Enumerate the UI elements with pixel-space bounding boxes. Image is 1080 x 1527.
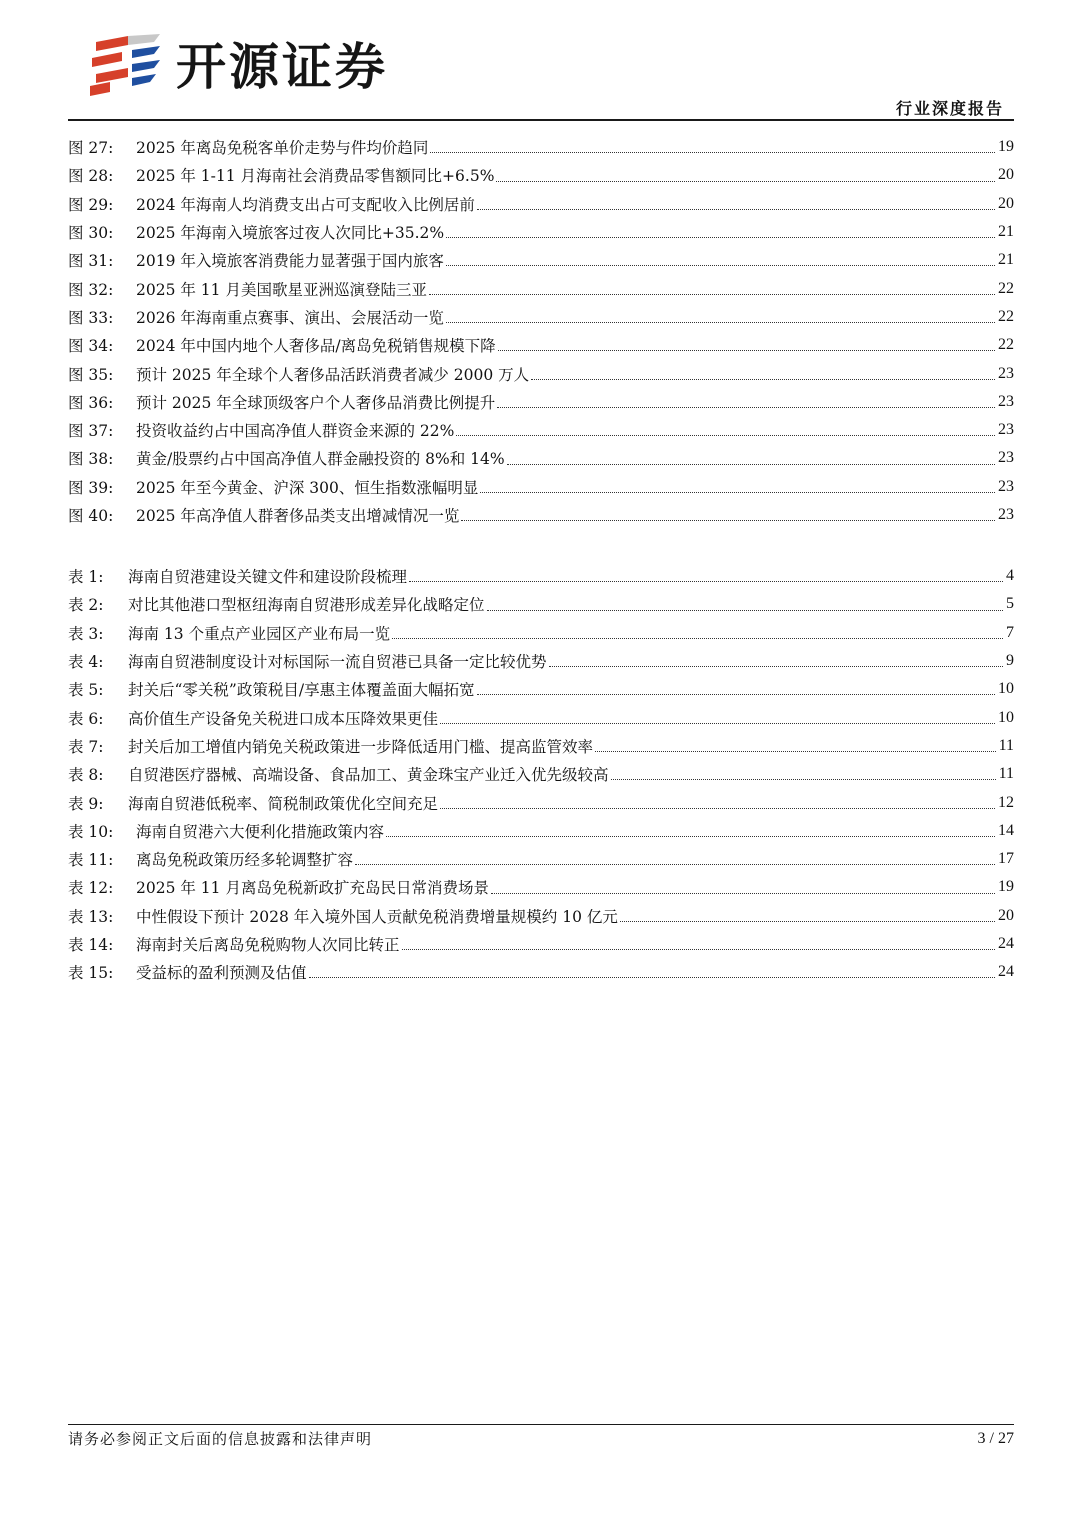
dot-leader: [429, 293, 995, 295]
table-entry-label: 表 12:: [68, 879, 114, 898]
figure-entry[interactable]: [68, 246, 1014, 274]
figure-entry[interactable]: [68, 359, 1014, 387]
table-entry-label: 表 4:: [68, 653, 104, 672]
table-entry[interactable]: [68, 647, 1014, 675]
table-index: [68, 562, 1014, 986]
figure-entry-page[interactable]: 23: [998, 506, 1014, 523]
figure-entry-title[interactable]: 2024 年海南人均消费支出占可支配收入比例居前: [136, 195, 475, 214]
figure-entry-page[interactable]: 22: [998, 307, 1014, 325]
figure-entry-title[interactable]: 2025 年至今黄金、沪深 300、恒生指数涨幅明显: [136, 478, 479, 497]
table-entry[interactable]: [68, 703, 1014, 731]
figure-entry-page[interactable]: 20: [998, 194, 1014, 212]
dot-leader: [507, 463, 995, 465]
table-entry-label: 表 5:: [68, 681, 104, 700]
table-entry-label: 表 9:: [68, 794, 104, 813]
dot-leader: [487, 609, 1003, 611]
table-entry[interactable]: [68, 675, 1014, 703]
table-entry-label: 表 8:: [68, 766, 104, 785]
dot-leader: [498, 349, 995, 351]
table-entry-page[interactable]: 19: [998, 878, 1014, 896]
table-entry-title[interactable]: 海南 13 个重点产业园区产业布局一览: [128, 624, 391, 643]
dot-leader: [491, 892, 995, 894]
dot-leader: [611, 778, 996, 780]
page-number: 3 / 27: [977, 1430, 1014, 1447]
table-entry-page[interactable]: 11: [998, 736, 1014, 754]
dot-leader: [355, 863, 995, 865]
figure-entry[interactable]: [68, 416, 1014, 444]
figure-entry[interactable]: [68, 501, 1014, 529]
dot-leader: [402, 948, 995, 950]
figure-entry[interactable]: [68, 190, 1014, 218]
figure-entry-title[interactable]: 投资收益约占中国高净值人群资金来源的 22%: [136, 422, 455, 441]
table-entry-label: 表 10:: [68, 822, 114, 841]
table-entry[interactable]: [68, 562, 1014, 590]
dot-leader: [446, 236, 995, 238]
table-entry-label: 表 2:: [68, 596, 104, 615]
figure-entry[interactable]: [68, 473, 1014, 501]
figure-entry-label: 图 34:: [68, 337, 114, 356]
figure-entry-label: 图 33:: [68, 308, 114, 327]
table-entry-page[interactable]: 5: [1006, 595, 1014, 613]
table-entry-label: 表 15:: [68, 964, 114, 983]
dot-leader: [461, 519, 995, 521]
dot-leader: [480, 491, 995, 493]
table-entry-label: 表 3:: [68, 624, 104, 643]
kaiyuan-logo-icon: [88, 34, 164, 96]
table-entry-label: 表 6:: [68, 709, 104, 728]
table-entry-title[interactable]: 自贸港医疗器械、高端设备、食品加工、黄金珠宝产业迁入优先级较高: [128, 766, 609, 785]
figure-entry-label: 图 28:: [68, 167, 114, 186]
figure-entry-page[interactable]: 19: [998, 138, 1014, 156]
figure-entry-label: 图 36:: [68, 393, 114, 412]
figure-entry-label: 图 27:: [68, 139, 114, 158]
dot-leader: [446, 264, 995, 266]
table-entry[interactable]: [68, 760, 1014, 788]
figure-entry-title[interactable]: 2026 年海南重点赛事、演出、会展活动一览: [136, 308, 444, 327]
table-entry-title[interactable]: 海南自贸港建设关键文件和建设阶段梳理: [128, 568, 408, 587]
figure-entry-title[interactable]: 2025 年海南入境旅客过夜人次同比+35.2%: [136, 224, 445, 243]
figure-entry-title[interactable]: 黄金/股票约占中国高净值人群金融投资的 8%和 14%: [136, 450, 505, 469]
figure-entry-label: 图 32:: [68, 280, 114, 299]
dot-leader: [430, 151, 995, 153]
table-entry-page[interactable]: 10: [998, 680, 1014, 698]
table-entry-page[interactable]: 9: [1006, 652, 1014, 670]
table-entry-page[interactable]: 24: [998, 963, 1014, 981]
table-entry[interactable]: [68, 873, 1014, 901]
figure-entry-title[interactable]: 2019 年入境旅客消费能力显著强于国内旅客: [136, 252, 444, 271]
table-entry-page[interactable]: 10: [998, 708, 1014, 726]
table-entry-title[interactable]: 离岛免税政策历经多轮调整扩容: [136, 851, 354, 870]
figure-entry-label: 图 30:: [68, 224, 114, 243]
figure-entry-page[interactable]: 22: [998, 279, 1014, 297]
figure-entry-title[interactable]: 预计 2025 年全球个人奢侈品活跃消费者减少 2000 万人: [136, 365, 530, 384]
table-entry-label: 表 1:: [68, 568, 104, 587]
figure-entry-label: 图 38:: [68, 450, 114, 469]
figure-entry[interactable]: [68, 444, 1014, 472]
table-entry[interactable]: [68, 619, 1014, 647]
table-entry[interactable]: [68, 930, 1014, 958]
table-entry-title[interactable]: 海南自贸港制度设计对标国际一流自贸港已具备一定比较优势: [128, 653, 547, 672]
table-entry[interactable]: [68, 902, 1014, 930]
table-entry-page[interactable]: 17: [998, 850, 1014, 868]
figure-entry[interactable]: [68, 274, 1014, 302]
table-entry-label: 表 13:: [68, 907, 114, 926]
dot-leader: [440, 722, 995, 724]
figure-entry[interactable]: [68, 133, 1014, 161]
dot-leader: [549, 665, 1003, 667]
dot-leader: [392, 637, 1003, 639]
figure-index: [68, 133, 1014, 529]
legal-disclaimer: 请务必参阅正文后面的信息披露和法律声明: [68, 1430, 373, 1448]
figure-entry-label: 图 35:: [68, 365, 114, 384]
table-entry-page[interactable]: 14: [998, 821, 1014, 839]
table-entry-page[interactable]: 24: [998, 935, 1014, 952]
figure-entry-label: 图 40:: [68, 507, 114, 525]
table-entry-title[interactable]: 受益标的盈利预测及估值: [136, 964, 307, 983]
table-entry[interactable]: [68, 732, 1014, 760]
table-entry-title[interactable]: 封关后“零关税”政策税目/享惠主体覆盖面大幅拓宽: [128, 681, 475, 700]
figure-entry[interactable]: [68, 331, 1014, 359]
figure-entry-label: 图 37:: [68, 422, 114, 441]
figure-entry-page[interactable]: 23: [998, 449, 1014, 467]
figure-entry-page[interactable]: 23: [998, 392, 1014, 410]
dot-leader: [497, 406, 995, 408]
dot-leader: [595, 750, 996, 752]
dot-leader: [620, 920, 995, 922]
figure-entry-page[interactable]: 20: [998, 166, 1014, 184]
dot-leader: [440, 807, 995, 809]
dot-leader: [446, 321, 995, 323]
table-entry-title[interactable]: 海南封关后离岛免税购物人次同比转正: [136, 936, 400, 954]
figure-entry-title[interactable]: 预计 2025 年全球顶级客户个人奢侈品消费比例提升: [136, 393, 496, 412]
table-entry-title[interactable]: 海南自贸港低税率、简税制政策优化空间充足: [128, 794, 439, 813]
table-entry-title[interactable]: 中性假设下预计 2028 年入境外国人贡献免税消费增量规模约 10 亿元: [136, 907, 618, 926]
header-divider: [68, 119, 1014, 121]
report-type-label: 行业深度报告: [895, 99, 1004, 118]
table-entry-label: 表 11:: [68, 851, 114, 870]
table-entry-title[interactable]: 高价值生产设备免关税进口成本压降效果更佳: [128, 709, 439, 728]
dot-leader: [409, 580, 1003, 582]
figure-entry[interactable]: [68, 161, 1014, 189]
table-entry-label: 表 7:: [68, 737, 104, 756]
table-entry-title[interactable]: 对比其他港口型枢纽海南自贸港形成差异化战略定位: [128, 596, 485, 615]
figure-entry-label: 图 39:: [68, 478, 114, 497]
figure-entry-page[interactable]: 23: [998, 477, 1014, 495]
figure-entry-title[interactable]: 2024 年中国内地个人奢侈品/离岛免税销售规模下降: [136, 337, 496, 356]
dot-leader: [477, 693, 995, 695]
dot-leader: [531, 378, 995, 380]
figure-entry-title[interactable]: 2025 年离岛免税客单价走势与件均价趋同: [136, 139, 429, 158]
dot-leader: [386, 835, 995, 837]
table-entry-label: 表 14:: [68, 936, 114, 954]
figure-entry-label: 图 29:: [68, 195, 114, 214]
table-entry[interactable]: [68, 788, 1014, 816]
table-entry[interactable]: [68, 845, 1014, 873]
dot-leader: [456, 434, 995, 436]
figure-entry-page[interactable]: 21: [998, 251, 1014, 269]
brand-name: 开源证券: [176, 38, 388, 96]
figure-entry[interactable]: [68, 303, 1014, 331]
figure-entry[interactable]: [68, 218, 1014, 246]
figure-entry-title[interactable]: 2025 年 1-11 月海南社会消费品零售额同比+6.5%: [136, 167, 495, 186]
figure-entry-title[interactable]: 2025 年高净值人群奢侈品类支出增减情况一览: [136, 507, 460, 525]
table-entry-page[interactable]: 7: [1006, 623, 1014, 641]
figure-entry-page[interactable]: 23: [998, 421, 1014, 439]
table-entry-page[interactable]: 11: [998, 765, 1014, 783]
table-entry[interactable]: [68, 590, 1014, 618]
table-entry-page[interactable]: 12: [998, 793, 1014, 811]
table-entry-title[interactable]: 2025 年 11 月离岛免税新政扩充岛民日常消费场景: [136, 879, 489, 898]
table-entry-page[interactable]: 20: [998, 906, 1014, 924]
table-entry[interactable]: [68, 958, 1014, 986]
table-entry[interactable]: [68, 817, 1014, 845]
footer-divider: [68, 1424, 1014, 1425]
dot-leader: [477, 208, 995, 210]
figure-entry-label: 图 31:: [68, 252, 114, 271]
dot-leader: [496, 180, 995, 182]
figure-entry-page[interactable]: 23: [998, 364, 1014, 382]
dot-leader: [309, 976, 995, 978]
table-entry-title[interactable]: 封关后加工增值内销免关税政策进一步降低适用门槛、提高监管效率: [128, 737, 594, 756]
figure-entry-title[interactable]: 2025 年 11 月美国歌星亚洲巡演登陆三亚: [136, 280, 427, 299]
table-entry-title[interactable]: 海南自贸港六大便利化措施政策内容: [136, 822, 385, 841]
figure-entry[interactable]: [68, 388, 1014, 416]
figure-entry-page[interactable]: 22: [998, 336, 1014, 354]
figure-entry-page[interactable]: 21: [998, 223, 1014, 241]
table-entry-page[interactable]: 4: [1006, 567, 1014, 585]
